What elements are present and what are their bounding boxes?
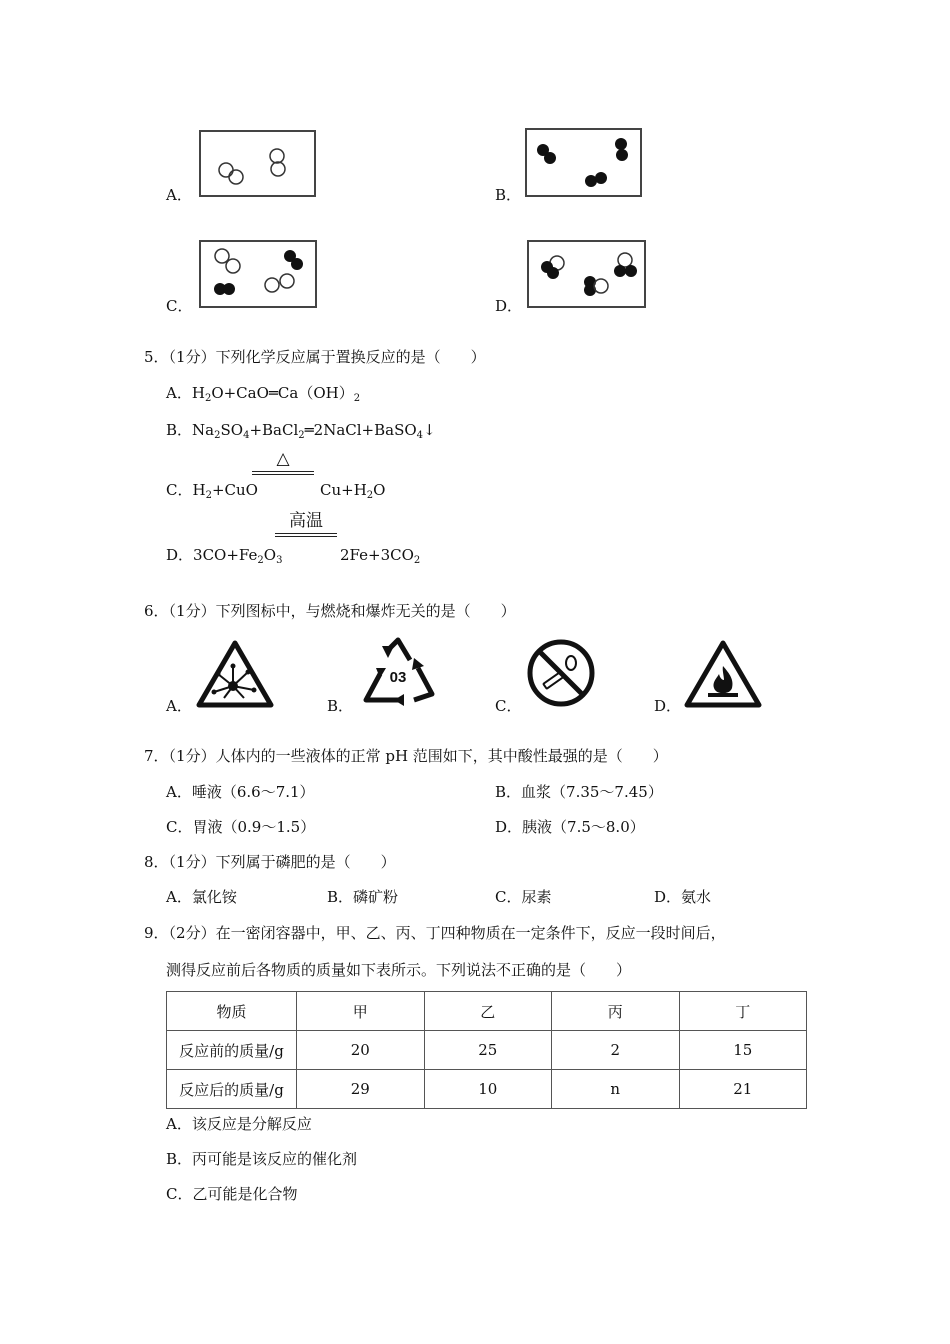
q5-option-a[interactable] [166, 383, 360, 403]
table-header-row [167, 992, 807, 1031]
q5-a-sub: 2 [353, 393, 361, 404]
table-cell: 15 [679, 1031, 807, 1070]
q5-b-part: SO [220, 421, 244, 439]
q9-option-b[interactable]: B．丙可能是该反应的催化剂 [166, 1150, 358, 1168]
q7-option-c[interactable]: C．胃液（0.9～1.5） [166, 818, 316, 836]
q7-option-d[interactable]: D．胰液（7.5～8.0） [495, 818, 645, 836]
q5-option-a-label: A． [166, 384, 192, 402]
q6-option-a-label: A． [166, 697, 192, 715]
table-cell: 10 [424, 1070, 552, 1109]
table-cell: 2 [552, 1031, 680, 1070]
table-cell: 25 [424, 1031, 552, 1070]
q8-option-c[interactable]: C．尿素 [495, 888, 552, 906]
mass-table [166, 991, 807, 1109]
table-cell: 反应前的质量/g [167, 1031, 297, 1070]
q5-a-part: O+CaO═Ca（OH） [211, 384, 354, 402]
q8-stem: 8．（1分）下列属于磷肥的是（ ） [144, 853, 396, 871]
q7-option-a[interactable]: A．唾液（6.6～7.1） [166, 783, 315, 801]
q7-stem: 7．（1分）人体内的一些液体的正常 pH 范围如下，其中酸性最强的是（ ） [144, 747, 668, 765]
q5-option-d-right [340, 545, 420, 565]
q5-c-part: H [192, 481, 206, 499]
table-cell: 20 [297, 1031, 425, 1070]
recycle-icon [358, 636, 438, 708]
q4-option-b-label: B． [495, 186, 522, 204]
table-header-cell: 丁 [679, 992, 807, 1031]
q7-option-b[interactable]: B．血浆（7.35～7.45） [495, 783, 663, 801]
q5-b-sub: 2 [298, 430, 305, 441]
q5-d-condition-text: 高温 [289, 511, 323, 531]
q5-c-part: O [373, 481, 386, 499]
table-cell: n [552, 1070, 680, 1109]
table-header-cell: 乙 [424, 992, 552, 1031]
q5-b-sub: 2 [214, 430, 221, 441]
q5-d-part: 3CO+Fe [193, 546, 258, 564]
q5-a-part: H [191, 384, 205, 402]
q5-c-reaction-condition [252, 449, 314, 475]
q5-b-part: Na [192, 421, 215, 439]
q5-d-sub: 2 [413, 555, 421, 566]
q6-stem: 6．（1分）下列图标中，与燃烧和爆炸无关的是（ ） [144, 602, 516, 620]
table-header-cell: 物质 [167, 992, 297, 1031]
q4-diagram-a [199, 130, 316, 197]
q5-d-part: 2Fe+3CO [340, 546, 414, 564]
q4-diagram-b [525, 128, 642, 197]
q5-b-part: ═2NaCl+BaSO [304, 421, 417, 439]
q5-b-sub: 4 [416, 430, 424, 441]
flammable-warning-icon [684, 640, 762, 708]
q5-option-b[interactable] [166, 420, 436, 440]
table-cell: 21 [679, 1070, 807, 1109]
q5-option-d-label: D． [166, 546, 194, 564]
q9-option-c[interactable]: C．乙可能是化合物 [166, 1185, 298, 1203]
q5-d-reaction-condition [275, 511, 337, 537]
table-row [167, 1031, 807, 1070]
recycle-code-text: 03 [389, 669, 407, 686]
q5-option-c-right [320, 480, 385, 500]
q4-option-a-label: A． [166, 186, 192, 204]
heat-symbol-icon: △ [276, 449, 290, 469]
q5-c-part: Cu+H [320, 481, 367, 499]
q5-c-sub: 2 [366, 490, 374, 501]
q5-option-c-label: C． [166, 481, 193, 499]
table-row [167, 1070, 807, 1109]
q4-diagram-c [199, 240, 317, 308]
equals-line [275, 536, 337, 537]
equals-line [252, 471, 314, 472]
table-cell: 29 [297, 1070, 425, 1109]
q5-b-sub: 4 [243, 430, 250, 441]
table-header-cell: 丙 [552, 992, 680, 1031]
q9-stem-line1: 9．（2分）在一密闭容器中，甲、乙、丙、丁四种物质在一定条件下，反应一段时间后， [144, 924, 726, 942]
q5-option-b-label: B． [166, 421, 193, 439]
q4-diagram-d-particles [529, 242, 644, 306]
equals-line [275, 533, 337, 534]
q5-b-part: ↓ [423, 421, 436, 439]
q8-option-b[interactable]: B．磷矿粉 [327, 888, 399, 906]
q6-option-c-label: C． [495, 697, 522, 715]
equals-line [252, 474, 314, 475]
q5-a-sub: 2 [204, 393, 212, 404]
q6-option-d-label: D． [654, 697, 682, 715]
q5-option-c-left [166, 480, 258, 500]
q8-option-d[interactable]: D．氨水 [654, 888, 712, 906]
q5-c-sub: 2 [205, 490, 212, 501]
q4-diagram-c-particles [201, 242, 315, 306]
q4-diagram-b-particles [527, 130, 640, 195]
q5-option-d-left [166, 545, 282, 565]
q5-d-part: O [263, 546, 277, 564]
explosive-warning-icon [196, 640, 274, 708]
q4-option-c-label: C． [166, 297, 193, 315]
q5-b-part: +BaCl [249, 421, 299, 439]
q4-option-d-label: D． [495, 297, 523, 315]
q8-option-a[interactable]: A．氯化铵 [166, 888, 237, 906]
q5-stem: 5．（1分）下列化学反应属于置换反应的是（ ） [144, 348, 486, 366]
table-header-cell: 甲 [297, 992, 425, 1031]
q5-d-sub: 3 [276, 555, 283, 566]
q9-stem-line2: 测得反应前后各物质的质量如下表所示。下列说法不正确的是（ ） [166, 961, 632, 979]
q9-option-a[interactable]: A．该反应是分解反应 [166, 1115, 312, 1133]
table-cell: 反应后的质量/g [167, 1070, 297, 1109]
no-smoking-icon [525, 637, 597, 709]
q5-d-sub: 2 [257, 555, 264, 566]
q4-diagram-a-particles [201, 132, 314, 195]
q4-diagram-d [527, 240, 646, 308]
q5-c-part: +CuO [211, 481, 258, 499]
q6-option-b-label: B． [327, 697, 354, 715]
